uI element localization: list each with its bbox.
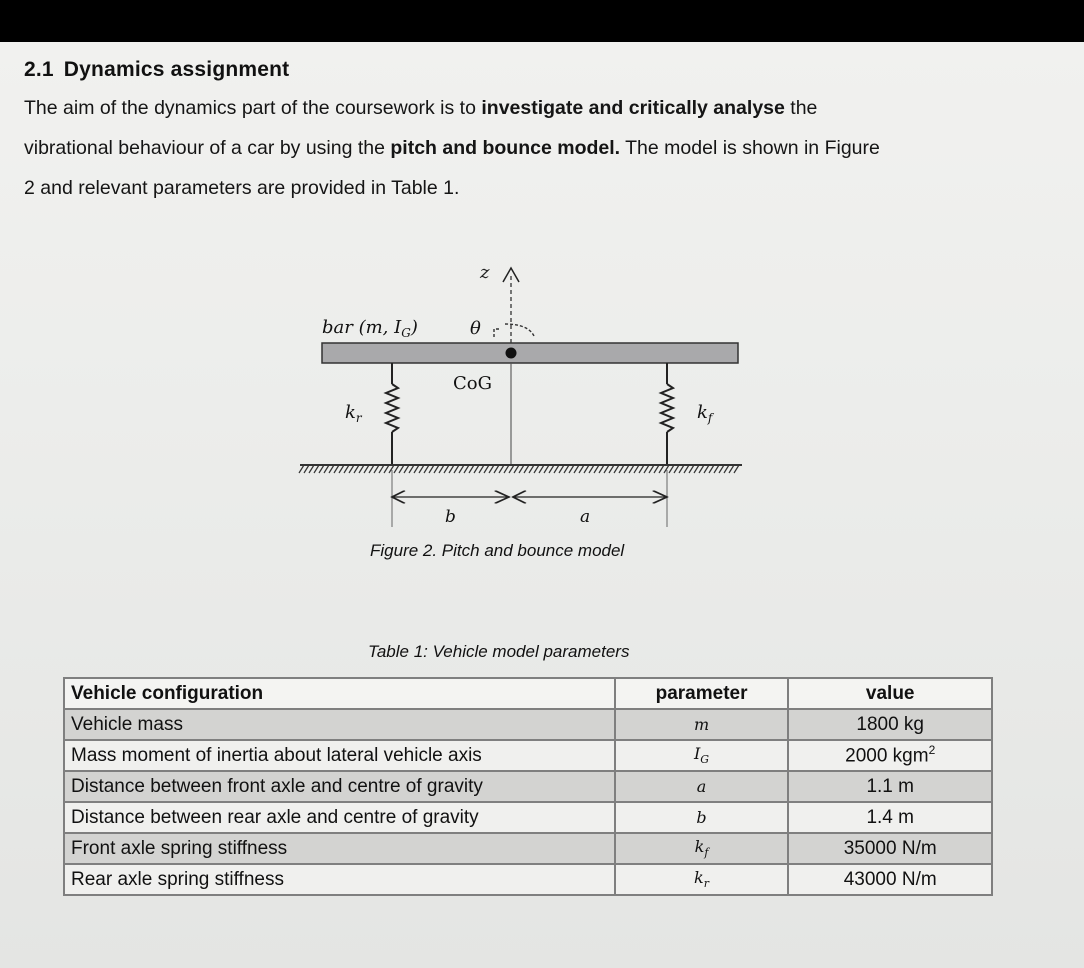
- cell-param: $I_G$: [615, 740, 789, 771]
- table-header-row: [64, 678, 992, 709]
- b-label: b: [445, 507, 456, 527]
- table-row: [64, 740, 992, 771]
- a-label: a: [580, 507, 591, 527]
- cell-param: $k_r$: [615, 864, 789, 895]
- cell-param: b: [615, 802, 789, 833]
- header-parameter: parameter: [615, 678, 789, 709]
- paragraph-line-2: vibrational behaviour of a car by using the pitch and bounce model. The model is shown in Figure: [24, 137, 880, 159]
- header-vehicle-configuration: Vehicle configuration: [64, 678, 615, 709]
- cell-config: Front axle spring stiffness: [64, 833, 615, 864]
- figure-caption: Figure 2. Pitch and bounce model: [370, 541, 625, 560]
- cell-value: 1800 kg: [788, 709, 992, 740]
- cell-config: Rear axle spring stiffness: [64, 864, 615, 895]
- cell-param: $k_f$: [615, 833, 789, 864]
- table-row: [64, 709, 992, 740]
- header-value: value: [788, 678, 992, 709]
- section-number: 2.1: [24, 58, 54, 81]
- front-spring: [661, 363, 673, 465]
- cell-value: 43000 N/m: [788, 864, 992, 895]
- cog-dot: [506, 348, 517, 359]
- cell-value: 1.1 m: [788, 771, 992, 802]
- table-caption: Table 1: Vehicle model parameters: [368, 642, 630, 661]
- bar-label: bar (m, $I_G$): [322, 317, 418, 340]
- cell-config: Distance between rear axle and centre of gravity: [64, 802, 615, 833]
- cell-value: 2000 kgm$^2$: [788, 740, 992, 771]
- kf-label: $k_f$: [697, 402, 713, 425]
- ground-hatch: [299, 465, 742, 473]
- vehicle-bar: [322, 343, 738, 363]
- cell-config: Distance between front axle and centre of gravity: [64, 771, 615, 802]
- theta-rotation-arrow-icon: [494, 324, 534, 337]
- parameters-table: [63, 677, 993, 896]
- table-row: [64, 833, 992, 864]
- theta-label: θ: [470, 318, 481, 339]
- cell-param: a: [615, 771, 789, 802]
- z-label: z: [480, 262, 490, 283]
- table-row: [64, 771, 992, 802]
- section-title: Dynamics assignment: [63, 58, 290, 81]
- cell-config: Vehicle mass: [64, 709, 615, 740]
- cell-value: 35000 N/m: [788, 833, 992, 864]
- table-row: [64, 864, 992, 895]
- paragraph-line-1: The aim of the dynamics part of the coursework is to investigate and critically analyse the: [24, 97, 818, 119]
- cell-value: 1.4 m: [788, 802, 992, 833]
- cell-config: Mass moment of inertia about lateral vehicle axis: [64, 740, 615, 771]
- paragraph-line-3: 2 and relevant parameters are provided in Table 1.: [24, 177, 460, 199]
- kr-label: $k_r$: [345, 402, 362, 425]
- table-row: [64, 802, 992, 833]
- cog-label: CoG: [453, 373, 492, 394]
- cell-param: m: [615, 709, 789, 740]
- rear-spring: [386, 363, 398, 465]
